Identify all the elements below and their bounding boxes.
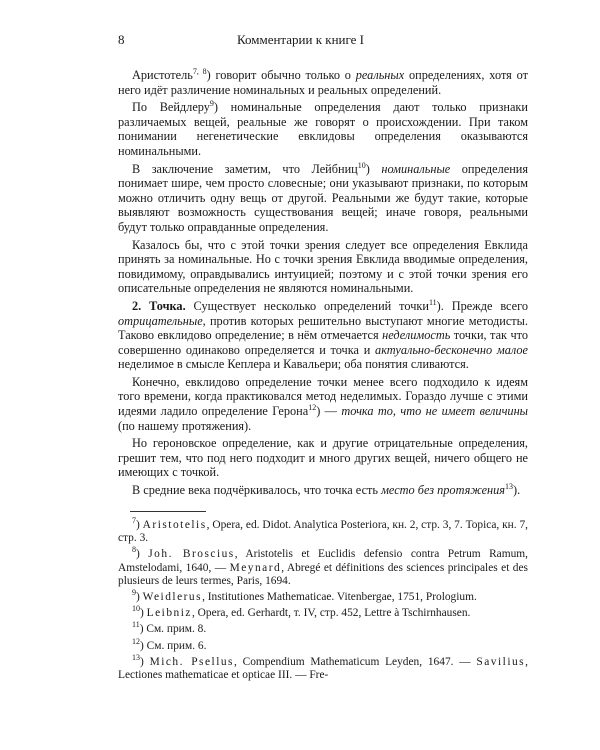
emphasis: место без протяжения bbox=[381, 483, 506, 498]
footnote-mark: 12 bbox=[132, 636, 140, 646]
footnote-mark: 7 bbox=[132, 516, 136, 525]
main-text bbox=[118, 68, 528, 498]
footnote-mark: 13 bbox=[132, 652, 140, 662]
page-number: 8 bbox=[118, 32, 125, 47]
author-name: Savilius bbox=[476, 655, 526, 668]
footnote-9: $^9$) Weidlerus, Institutiones Mathematicae. Vitenbergae, 1751, Prologium. bbox=[132, 588, 477, 604]
footnote-11: $^{11}$) См. прим. 8. bbox=[132, 620, 207, 636]
paragraph-point-section: 2. Точка. Существует несколько определений точки$^{11}$). Прежде всего отрицательные, против которых решительно выступают многие методисты. Таково евклидово определение; в нём отмечается неделимость точки, так что совершенно одинаково определяется и точка и актуально-бесконечно малое неделимое в смысле Кеплера и Кавальери; оба понятия сливаются. bbox=[118, 297, 529, 372]
paragraph-heron-critique: Но героновское определение, как и другие отрицательные определения, грешит тем, что под него подходит и много других вещей, ничего общего не имеющих с точкой. bbox=[118, 436, 528, 480]
footnote-ref: 9 bbox=[209, 99, 214, 109]
footnote-12: $^{12}$) См. прим. 6. bbox=[132, 636, 207, 652]
emphasis: номинальные bbox=[381, 161, 451, 176]
section-heading: 2. Точка. bbox=[132, 298, 186, 313]
paragraph-heron: Конечно, евклидово определение точки менее всего подходило к идеям того времени, когда практиковался метод неделимых. Гораздо лучше с этими идеями ладило определение Герона$^{12}$) — точка то, что не имеет величины (по нашему протяжения). bbox=[118, 374, 529, 433]
paragraph-euclid-definitions: Казалось бы, что с этой точки зрения следует все определения Евклида принять за номинальные. Но с точки зрения Евклида вводимые определения, повидимому, оправдывались интуицией; поэтому и с этой точки зрения его описательные определения не являются номинальными. bbox=[118, 237, 528, 296]
paragraph-aristotle: Аристотель$^{7, 8}$) говорит обычно только о реальных определениях, хотя от него идёт различение номинальных и реальных определений. bbox=[118, 67, 529, 97]
footnote-mark: 8 bbox=[132, 545, 136, 555]
emphasis: неделимость bbox=[382, 328, 451, 343]
author-name: Joh. Broscius bbox=[148, 548, 235, 561]
page-header bbox=[118, 32, 483, 50]
footnote-13: $^{13}$) Mich. Psellus, Compendium Mathematicum Leyden, 1647. — Savilius, Lectiones mathematicae et opticae III. — Fre- bbox=[118, 652, 528, 682]
footnote-ref: 10 bbox=[357, 160, 366, 170]
footnote-ref: 13 bbox=[505, 482, 514, 492]
footnote-ref: 11 bbox=[428, 297, 437, 307]
paragraph-weidler: По Вейдлеру$^9$) номинальные определения дают только признаки различаемых вещей, реальные же говорят о происхождении. При таком понимании негенетические евклидовы определения оказываются номинальными. bbox=[118, 99, 528, 158]
paragraph-middle-ages: В средние века подчёркивалось, что точка есть место без протяжения$^{13}$). bbox=[132, 482, 521, 498]
footnote-mark: 11 bbox=[132, 620, 140, 630]
footnote-8: $^8$) Joh. Broscius, Aristotelis et Euclidis defensio contra Petrum Ramum, Amstelodami, 1640, — Meynard, Abregé et définitions des sciences principales et des plusieurs de leurs termes, Paris, 1694. bbox=[118, 545, 528, 587]
author-name: Mich. Psellus bbox=[149, 655, 234, 668]
emphasis: отрицательные bbox=[118, 313, 203, 328]
author-name: Weidlerus bbox=[142, 591, 203, 604]
footnotes bbox=[118, 516, 528, 685]
emphasis: реальных bbox=[355, 68, 405, 82]
footnote-7: $^7$) Aristotelis, Opera, ed. Didot. Analytica Posteriora, кн. 2, стр. 3, 7. Topica, кн. 7, стр. 3. bbox=[118, 516, 528, 545]
footnote-mark: 10 bbox=[132, 604, 140, 614]
author-name: Leibniz bbox=[146, 607, 192, 620]
footnote-mark: 9 bbox=[132, 588, 136, 598]
footnote-ref: 7, 8 bbox=[192, 67, 207, 76]
emphasis: актуально-бесконечно малое bbox=[375, 342, 528, 357]
paragraph-leibniz: В заключение заметим, что Лейбниц$^{10}$) номинальные определения понимает шире, чем просто словесные; они указывают признаки, по которым можно отличить одну вещь от другой. Реальными же будут такие, которые выявляют возможность существования вещей; иначе говоря, реальными будут только оправданные определения. bbox=[118, 160, 529, 234]
running-title: Комментарии к книге I bbox=[236, 32, 365, 47]
footnote-ref: 12 bbox=[308, 403, 317, 413]
author-name: Aristotelis bbox=[142, 519, 207, 531]
footnote-10: $^{10}$) Leibniz, Opera, ed. Gerhardt, т. IV, стр. 452, Lettre à Tschirnhausen. bbox=[132, 604, 471, 620]
footnote-separator bbox=[130, 511, 206, 512]
emphasis: точка то, что не имеет величины bbox=[341, 404, 529, 419]
author-name: Meynard bbox=[229, 561, 282, 574]
